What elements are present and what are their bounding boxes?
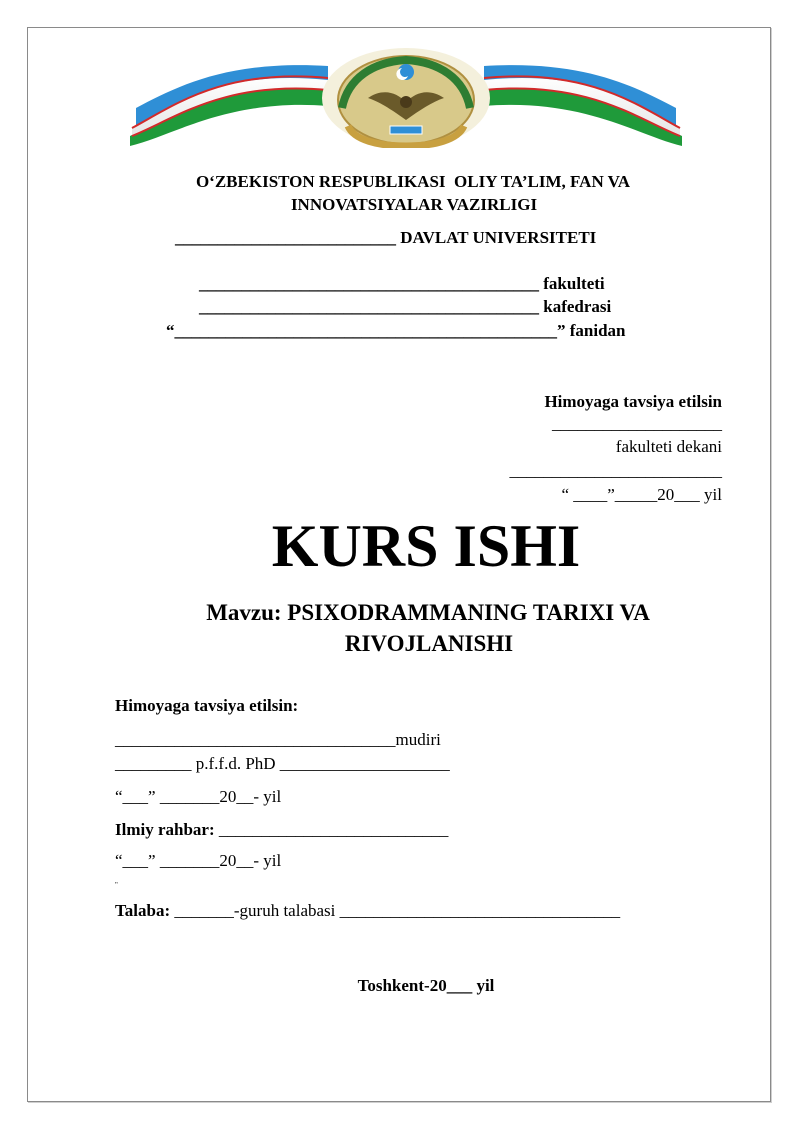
supervisor-blank: ___________________________ <box>214 820 449 839</box>
emblem <box>322 48 490 148</box>
approval-top-blank-1: ____________________ <box>552 414 722 433</box>
state-emblem-flag-banner <box>128 48 684 148</box>
approval-date-2: “___” _______20__- yil <box>115 851 282 870</box>
faculty-line: ________________________________________ fakulteti <box>199 274 605 293</box>
university-blank: __________________________ <box>175 228 396 247</box>
flag-right <box>484 65 682 146</box>
approval-date-1: “___” _______20__- yil <box>115 787 282 806</box>
department-head-line: _________________________________mudiri <box>115 730 441 749</box>
approval-top-title: Himoyaga tavsiya etilsin <box>544 392 722 411</box>
flag-left <box>130 65 328 146</box>
document-title: KURS ISHI <box>271 513 581 579</box>
degree-line: _________ p.f.f.d. PhD ____________________ <box>115 754 450 773</box>
city-year: Toshkent-20___ yil <box>357 976 495 995</box>
approval-top-date: “ ____”_____20___ yil <box>561 485 722 504</box>
student-label: Talaba: <box>115 901 171 920</box>
university-label: DAVLAT UNIVERSITETI <box>396 228 597 247</box>
topic-line-1: Mavzu: PSIXODRAMMANING TARIXI VA <box>206 600 650 625</box>
small-mark: " <box>115 881 118 889</box>
ministry-line-2: INNOVATSIYALAR VAZIRLIGI <box>290 195 538 214</box>
department-line: ________________________________________ kafedrasi <box>199 297 612 316</box>
topic-line-2: RIVOJLANISHI <box>344 631 514 656</box>
supervisor-line <box>115 820 448 840</box>
subject-line: “_____________________________________________” fanidan <box>166 321 626 340</box>
university-line <box>175 228 596 248</box>
dean-label: fakulteti dekani <box>615 437 722 456</box>
supervisor-label: Ilmiy rahbar: <box>115 820 215 839</box>
approval-bottom-title: Himoyaga tavsiya etilsin: <box>115 696 299 715</box>
ministry-line-1: O‘ZBEKISTON RESPUBLIKASI OLIY TA’LIM, FAN VA <box>195 172 631 191</box>
student-group-line: _______-guruh talabasi _________________________________ <box>170 901 621 920</box>
student-line <box>115 901 620 921</box>
approval-top-blank-2: _________________________ <box>509 461 722 480</box>
